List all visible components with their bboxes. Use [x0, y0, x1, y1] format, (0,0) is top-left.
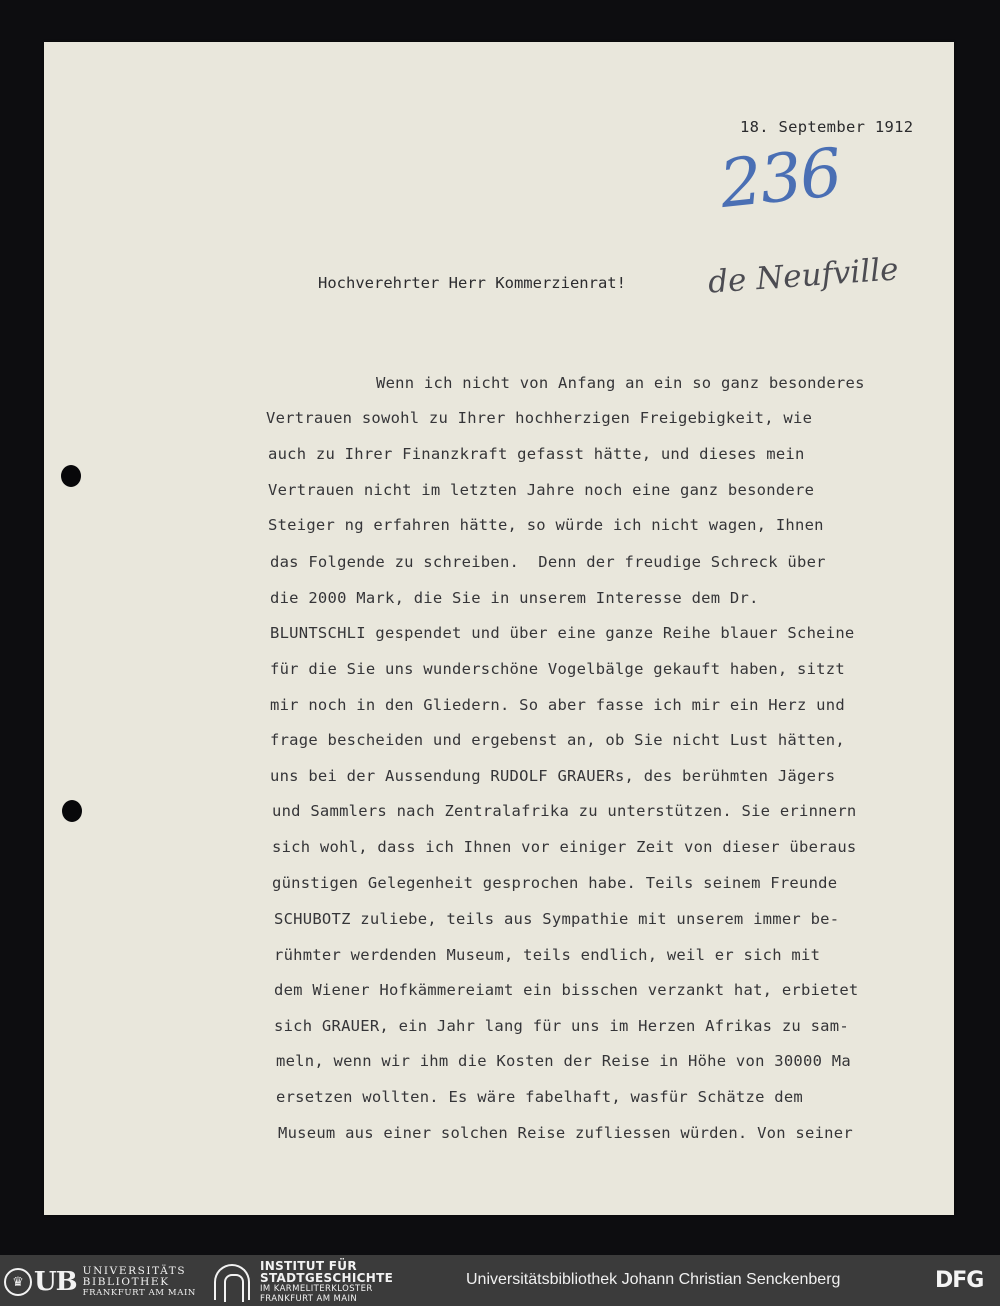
body-line: sich wohl, dass ich Ihnen vor einiger Zeit von dieser überaus: [272, 838, 857, 856]
body-line: rühmter werdenden Museum, teils endlich, weil er sich mit: [274, 946, 821, 964]
ub-line-2: BIBLIOTHEK: [82, 1275, 170, 1288]
body-line: und Sammlers nach Zentralafrika zu unterstützen. Sie erinnern: [272, 802, 857, 820]
body-line: meln, wenn wir ihm die Kosten der Reise in Höhe von 30000 Ma: [276, 1052, 851, 1070]
body-line: ersetzen wollten. Es wäre fabelhaft, wasfür Schätze dem: [276, 1088, 803, 1106]
body-line: sich GRAUER, ein Jahr lang für uns im Herzen Afrikas zu sam-: [274, 1017, 849, 1035]
dfg-logo[interactable]: DFG: [935, 1268, 984, 1293]
archive-number: 236: [716, 133, 844, 224]
body-line: für die Sie uns wunderschöne Vogelbälge gekauft haben, sitzt: [270, 660, 845, 678]
footer-bar: [0, 1255, 1000, 1306]
arch-icon: [214, 1264, 250, 1300]
institute-logo[interactable]: [214, 1259, 394, 1304]
ub-logo-letters: UB: [34, 1267, 77, 1297]
institute-logo-text: [260, 1260, 393, 1304]
inst-line-2: STADTGESCHICHTE: [260, 1271, 394, 1285]
body-line: mir noch in den Gliedern. So aber fasse ich mir ein Herz und: [270, 696, 845, 714]
salutation: Hochverehrter Herr Kommerzienrat!: [318, 274, 626, 292]
ub-seal-icon: ♛: [4, 1268, 32, 1296]
body-line: Vertrauen nicht im letzten Jahre noch eine ganz besondere: [268, 481, 815, 499]
body-line: auch zu Ihrer Finanzkraft gefasst hätte, und dieses mein: [268, 445, 805, 463]
body-line: Wenn ich nicht von Anfang an ein so ganz besonderes: [376, 374, 865, 392]
ub-line-1: UNIVERSITÄTS: [82, 1264, 187, 1277]
body-line: SCHUBOTZ zuliebe, teils aus Sympathie mit unserem immer be-: [274, 910, 840, 928]
body-line: BLUNTSCHLI gespendet und über eine ganze Reihe blauer Scheine: [270, 624, 855, 642]
inst-line-1: INSTITUT FÜR: [260, 1259, 357, 1273]
body-line: das Folgende zu schreiben. Denn der freudige Schreck über: [270, 553, 826, 571]
inst-line-3: IM KARMELITERKLOSTER: [260, 1284, 373, 1294]
body-line: Steiger ng erfahren hätte, so würde ich nicht wagen, Ihnen: [268, 516, 824, 534]
punch-hole-upper: [61, 465, 81, 487]
punch-hole-lower: [62, 800, 82, 822]
ub-logo[interactable]: [4, 1265, 196, 1299]
footer-title: Universitätsbibliothek Johann Christian Senckenberg: [466, 1271, 841, 1288]
body-line: uns bei der Aussendung RUDOLF GRAUERs, des berühmten Jägers: [270, 767, 836, 785]
ub-logo-text: [83, 1266, 196, 1299]
body-line: Vertrauen sowohl zu Ihrer hochherzigen Freigebigkeit, wie: [266, 409, 813, 427]
letter-date: 18. September 1912: [740, 118, 914, 136]
body-line: dem Wiener Hofkämmereiamt ein bisschen verzankt hat, erbietet: [274, 981, 859, 999]
inst-line-4: FRANKFURT AM MAIN: [260, 1294, 358, 1304]
ub-line-3: FRANKFURT AM MAIN: [82, 1287, 196, 1298]
body-line: günstigen Gelegenheit gesprochen habe. Teils seinem Freunde: [272, 874, 838, 892]
body-line: frage bescheiden und ergebenst an, ob Sie nicht Lust hätten,: [270, 731, 845, 749]
handwritten-name: de Neufville: [706, 251, 900, 301]
body-line: die 2000 Mark, die Sie in unserem Interesse dem Dr.: [270, 589, 759, 607]
body-line: Museum aus einer solchen Reise zufliessen würden. Von seiner: [278, 1124, 853, 1142]
